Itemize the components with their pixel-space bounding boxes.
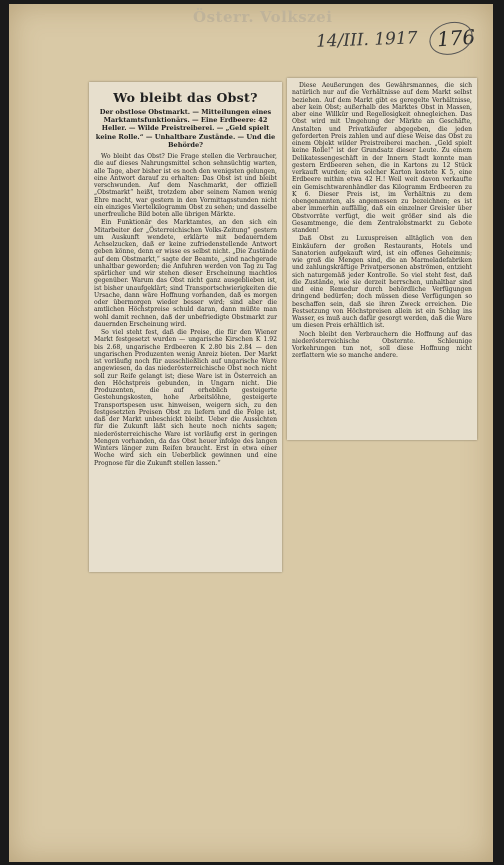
article-paragraph: Diese Aeußerungen des Gewährsmannes, die sich natürlich nur auf die Verhältnisse auf dem Markt selbst beziehen. Auf dem Markt gibt es geregelte Verhältnisse, aber kein Obst; außerhalb des Marktes Obst in Massen, aber eine Willkür und Regellosigkeit ohnegleichen. Das Obst wird mit Umgehung der Märkte an Geschäfte, Anstalten und Privatkäufer abgegeben, die jeden geforderten Preis zahlen und auf diese Weise das Obst zu einem Objekt wilder Preistreiberei machen. „Geld spielt keine Rolle!“ ist der Grundsatz dieser Leute. Zu einem Delikatessengeschäft in der Innern Stadt konnte man gestern Erdbeeren sehen, die in Kartons zu 12 Stück verkauft wurden; ein solcher Karton kostete K 5, eine Erdbeere mithin etwa 42 H.! Weil weit davon verkaufte ein Gemischtwarenhändler das Kilogramm Erdbeeren zu K 6. Dieser Preis ist, im Verhältnis zu dem obengenannten, als angemessen zu bezeichnen; es ist aber immerhin auffällig, daß ein einzelner Greisler über Obstvorräte verfügt, die weit größer sind als die Gesamtmenge, die dem Zentralobstmarkt zu Gebote standen! bbox=[292, 82, 472, 234]
newspaper-masthead: Österr. Volkszei bbox=[193, 8, 333, 26]
newspaper-clipping-left bbox=[89, 82, 282, 572]
article-paragraph: Wo bleibt das Obst? Die Frage stellen die Verbraucher, die auf dieses Nahrungsmittel schon sehnsüchtig warten, alle Tage, aber bisher ist es noch den wenigsten gelungen, eine Antwort darauf zu erhalten: Das Obst ist und bleibt verschwunden. Auf dem Naschmarkt, der offiziell „Obstmarkt“ heißt, trotzdem aber seinem Namen wenig Ehre macht, war gestern in den Vormittagsstunden nicht ein einziges Viertelkilogramm Obst zu sehen; und dasselbe unerfreuliche Bild boten alle übrigen Märkte. bbox=[94, 153, 277, 219]
newspaper-clipping-right bbox=[287, 78, 477, 440]
handwritten-date: 14/III. 1917 bbox=[315, 28, 418, 52]
article-subheadline: Der obstlose Obstmarkt. — Mitteilungen eines Marktamtsfunktionärs. — Eine Erdbeere: 42 Heller. — Wilde Preistreiberei. — „Geld spielt keine Rolle.“ — Unhaltbare Zustände. — Und die Behörde? bbox=[95, 108, 276, 149]
article-paragraph: Ein Funktionär des Marktamtes, an den sich ein Mitarbeiter der „Österreichischen Volks-Zeitung“ gestern um Auskunft wendete, erklärte mit bedauerndem Achselzucken, daß er keine zufriedenstellende Antwort geben könne, denn er wisse es selbst nicht. „Die Zustände auf dem Obstmarkt,“ sagte der Beamte, „sind nachgerade unhaltbar geworden; die Anfuhren werden von Tag zu Tag spärlicher und wir stehen dieser Erscheinung machtlos gegenüber. Warum das Obst nicht ganz ausgeblieben ist, ist bisher unaufgeklärt; sind Transportschwierigkeiten die Ursache, dann wäre Hoffnung vorhanden, daß es morgen oder übermorgen wieder besser wird; sind aber die amtlichen Höchstpreise schuld daran, dann müßte man wohl damit rechnen, daß der unbefriedigte Obstmarkt zur dauernden Erscheinung wird. bbox=[94, 219, 277, 328]
article-paragraph: So viel steht fest, daß die Preise, die für den Wiener Markt festgesetzt wurden — ungarische Kirschen K 1.92 bis 2.68, ungarische Erdbeeren K 2.80 bis 2.84 — den ungarischen Produzenten wenig Anreiz bieten. Der Markt ist vorläufig noch für ausschließlich auf ungarische Ware angewiesen, da das niederösterreichische Obst noch nicht soll zur Reife gelangt ist; diese Ware ist in Österreich an den Höchstpreis gebunden, in Ungarn nicht. Die Produzenten, die auf erheblich gesteigerte Gestehungskosten, hohe Arbeitslöhne, gesteigerte Transportspesen usw. hinweisen, weigern sich, zu den festgesetzten Preisen Obst zu liefern und die Folge ist, daß der Markt unbeschickt bleibt. Ueber die Aussichten für die Zukunft läßt sich heute noch nichts sagen; niederösterreichische Ware ist vorläufig erst in geringen Mengen vorhanden, da das Obst heuer infolge des langen Winters länger zum Reifen braucht. Erst in etwa einer Woche wird sich ein Ueberblick gewinnen und eine Prognose für die Zukunft stellen lassen.“ bbox=[94, 329, 277, 467]
article-paragraph: Daß Obst zu Luxuspreisen alltäglich von den Einkäufern der großen Restaurants, Hotels und Sanatorien aufgekauft wird, ist ein offenes Geheimnis; wie groß die Mengen sind, die an Marmeladefabriken und zahlungskräftige Privatpersonen abströmen, entzieht sich naturgemäß jeder Kontrolle. So viel steht fest, daß die Zustände, wie sie derzeit herrschen, unhaltbar sind und eine Remedur durch behördliche Verfügungen dringend bedürfen; doch müssen diese Verfügungen so beschaffen sein, daß sie ihren Zweck erreichen. Die Festsetzung von Höchstpreisen allein ist ein Schlag ins Wasser, es muß auch dafür gesorgt werden, daß die Ware um diesen Preis erhältlich ist. bbox=[292, 235, 472, 330]
article-headline: Wo bleibt das Obst? bbox=[113, 90, 258, 105]
handwritten-page-number: 176 bbox=[436, 24, 476, 52]
article-paragraph: Noch bleibt den Verbrauchern die Hoffnung auf das niederösterreichische Obsternte. Schleunige Vorkehrungen tun not, soll diese Hoffnung nicht zerflattern wie so manche andere. bbox=[292, 330, 472, 360]
